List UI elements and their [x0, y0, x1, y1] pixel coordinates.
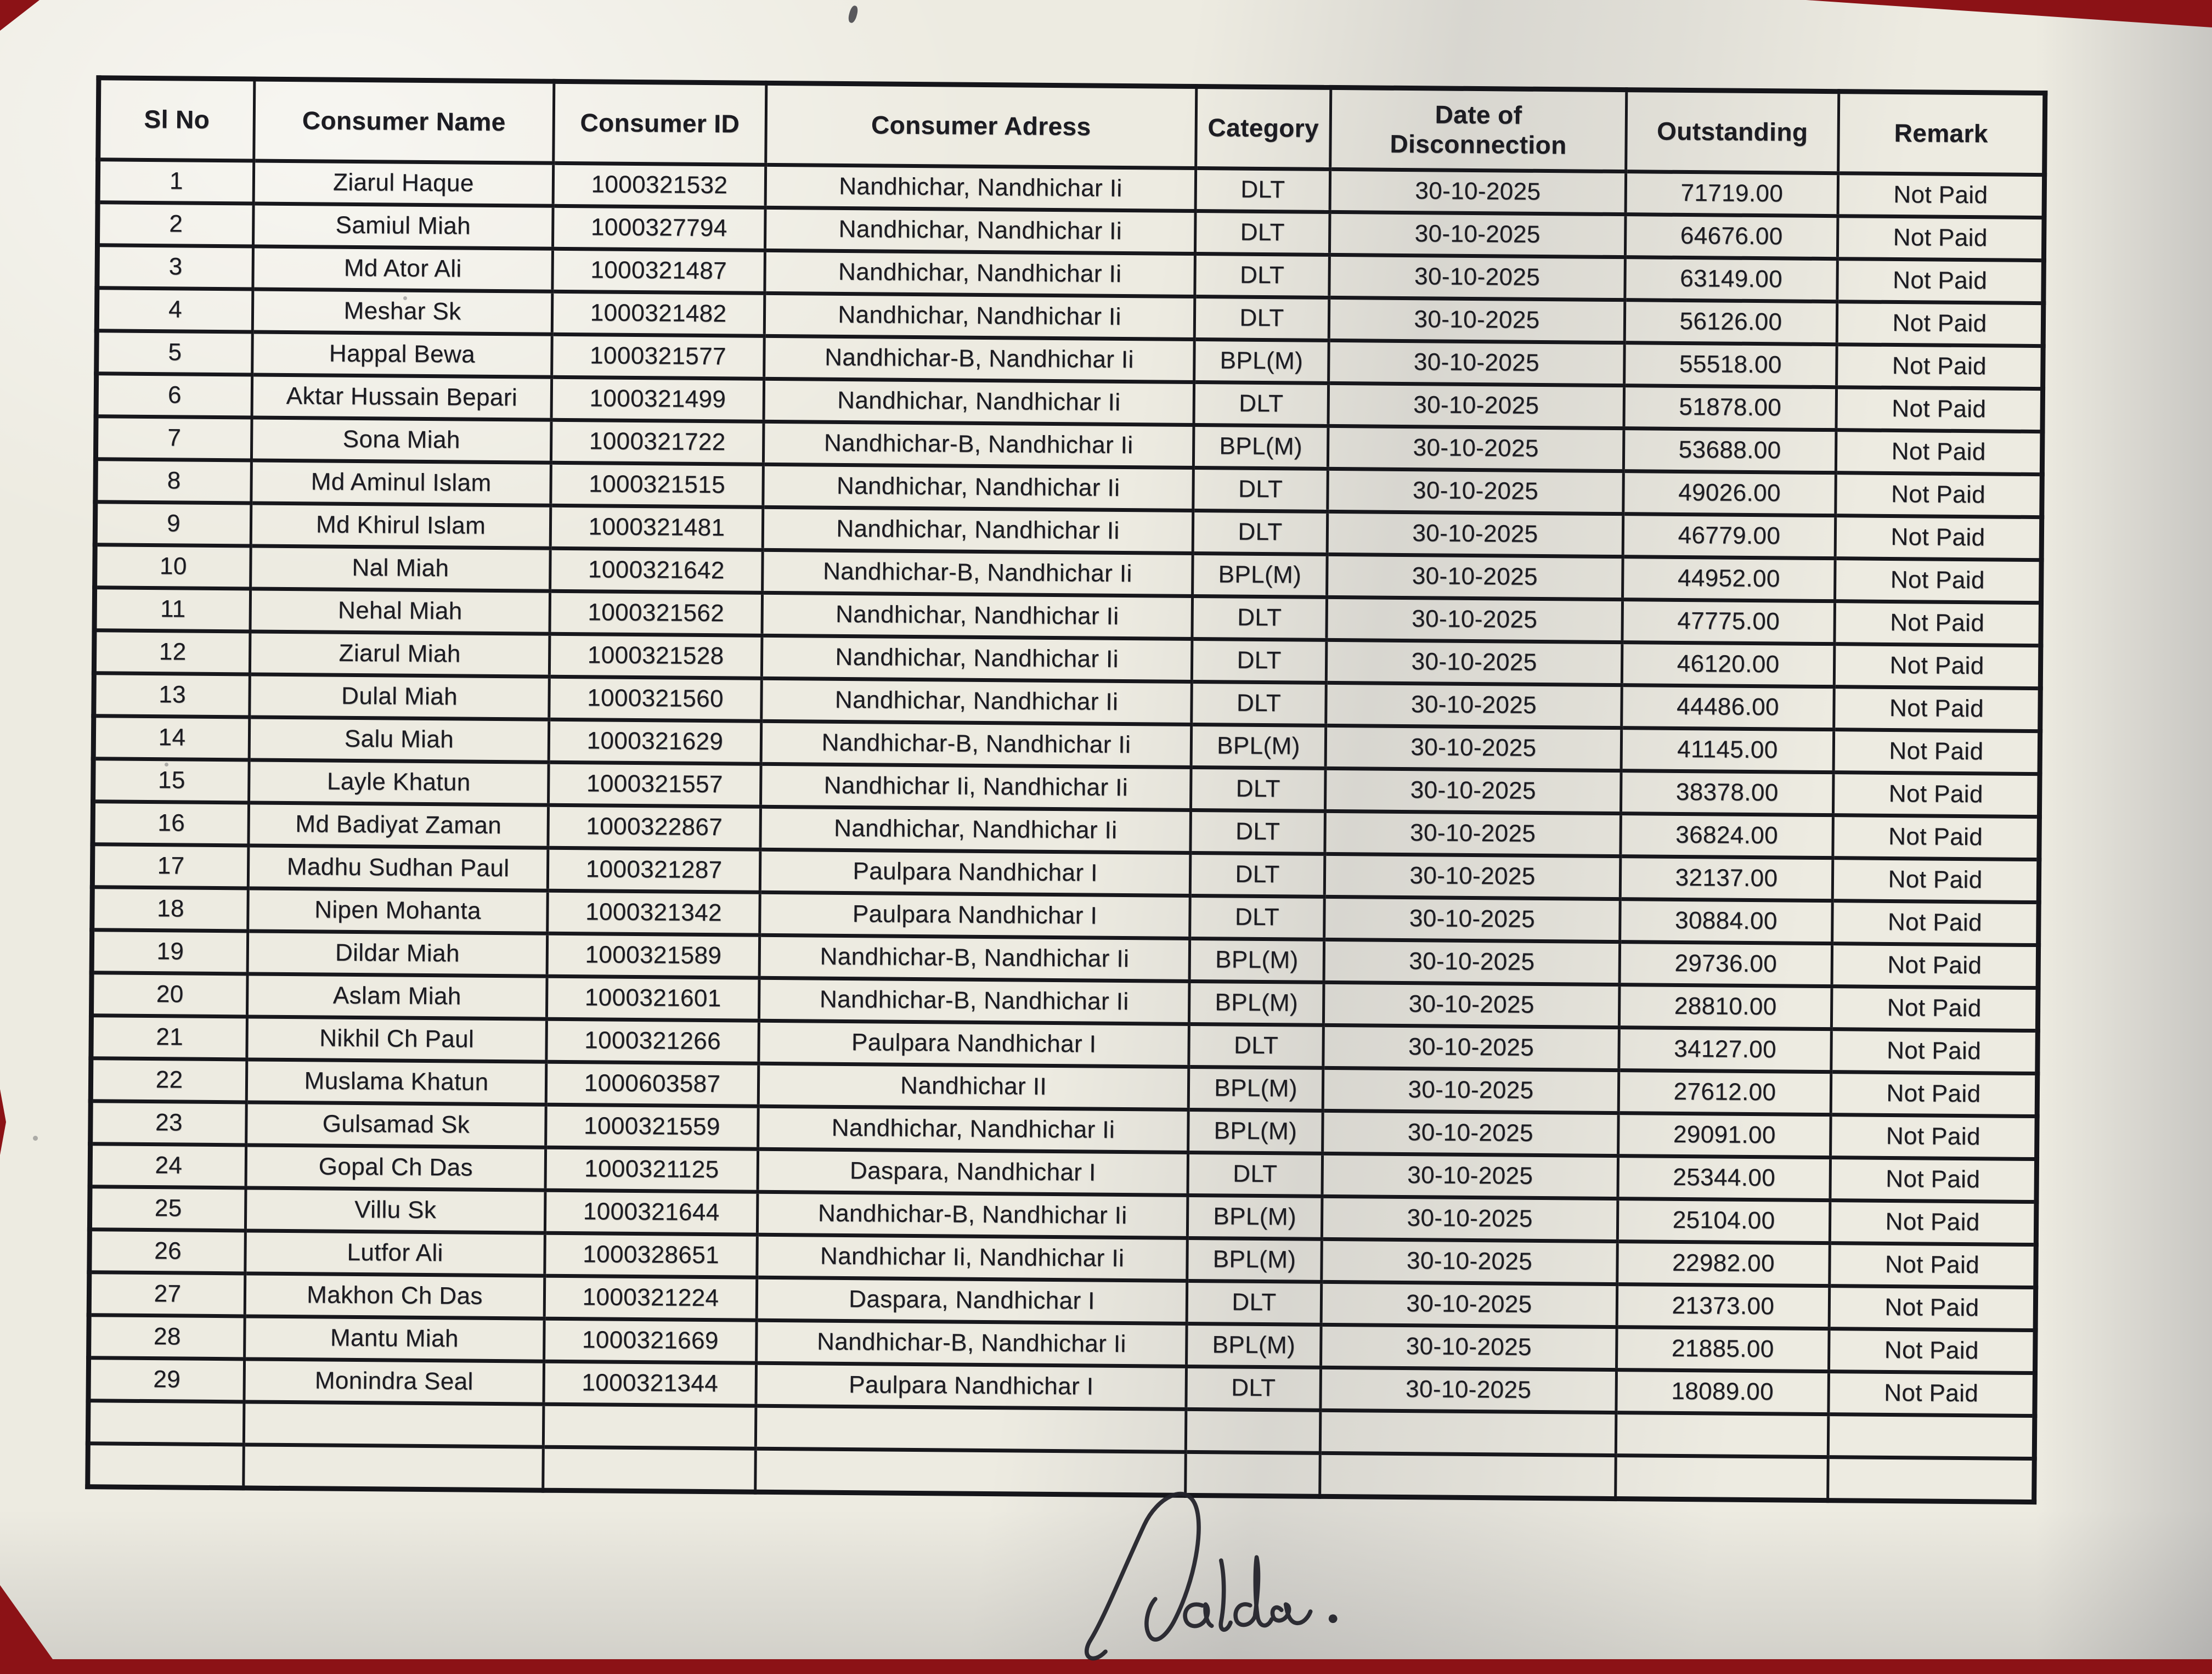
- cell-category: DLT: [1195, 168, 1330, 212]
- cell-outstanding: 49026.00: [1623, 471, 1836, 515]
- cell-date-of-disconnection: 30-10-2025: [1326, 640, 1622, 685]
- cell-outstanding: 29091.00: [1618, 1113, 1831, 1157]
- cell-category: DLT: [1195, 253, 1330, 297]
- cell-date-of-disconnection: 30-10-2025: [1325, 768, 1621, 813]
- cell-category: BPL(M): [1187, 1195, 1322, 1239]
- empty-cell: [1320, 1410, 1616, 1455]
- cell-consumer-id: 1000321482: [552, 291, 765, 336]
- cell-consumer-address: Nandhichar, Nandhichar Ii: [762, 593, 1193, 639]
- cell-date-of-disconnection: 30-10-2025: [1329, 340, 1625, 385]
- empty-cell: [1828, 1414, 2035, 1458]
- cell-outstanding: 36824.00: [1621, 813, 1833, 858]
- cell-sl-no: 13: [94, 673, 250, 717]
- cell-sl-no: 15: [93, 758, 250, 802]
- cell-consumer-id: 1000322867: [548, 805, 761, 849]
- cell-remark: Not Paid: [1829, 1286, 2036, 1330]
- cell-remark: Not Paid: [1834, 686, 2041, 731]
- cell-consumer-address: Paulpara Nandhichar I: [760, 849, 1190, 895]
- cell-consumer-name: Dulal Miah: [250, 674, 550, 719]
- empty-cell: [244, 1444, 544, 1490]
- cell-consumer-address: Nandhichar-B, Nandhichar Ii: [759, 978, 1189, 1024]
- cell-consumer-address: Nandhichar Ii, Nandhichar Ii: [757, 1235, 1188, 1281]
- cell-sl-no: 18: [92, 887, 249, 931]
- cell-consumer-name: Villu Sk: [245, 1187, 545, 1232]
- cell-consumer-address: Nandhichar-B, Nandhichar Ii: [763, 421, 1194, 467]
- cell-outstanding: 29736.00: [1620, 942, 1832, 986]
- cell-sl-no: 9: [95, 501, 251, 545]
- cell-remark: Not Paid: [1831, 986, 2038, 1030]
- empty-cell: [1616, 1412, 1829, 1457]
- cell-remark: Not Paid: [1837, 216, 2044, 260]
- cell-sl-no: 7: [95, 416, 252, 460]
- cell-outstanding: 25344.00: [1618, 1156, 1831, 1200]
- cell-outstanding: 71719.00: [1626, 171, 1838, 216]
- cell-outstanding: 53688.00: [1623, 428, 1836, 472]
- cell-sl-no: 17: [92, 844, 249, 888]
- empty-cell: [88, 1443, 244, 1487]
- cell-consumer-address: Nandhichar-B, Nandhichar Ii: [763, 550, 1193, 596]
- cell-consumer-address: Nandhichar, Nandhichar Ii: [764, 379, 1194, 425]
- cell-consumer-address: Nandhichar, Nandhichar Ii: [765, 250, 1195, 296]
- cell-sl-no: 14: [93, 715, 250, 759]
- cell-sl-no: 23: [91, 1101, 247, 1145]
- cell-consumer-id: 1000321125: [545, 1147, 758, 1192]
- column-header-consumer-id: Consumer ID: [554, 81, 766, 165]
- column-header-outstanding: Outstanding: [1626, 90, 1839, 173]
- cell-remark: Not Paid: [1836, 387, 2043, 431]
- cell-consumer-name: Nehal Miah: [250, 589, 550, 634]
- cell-outstanding: 25104.00: [1617, 1198, 1830, 1243]
- cell-category: DLT: [1194, 296, 1329, 340]
- cell-date-of-disconnection: 30-10-2025: [1323, 982, 1620, 1027]
- column-header-consumer-name: Consumer Name: [254, 79, 554, 163]
- cell-consumer-id: 1000321344: [544, 1361, 757, 1406]
- cell-sl-no: 22: [91, 1058, 247, 1102]
- cell-consumer-name: Lutfor Ali: [245, 1230, 545, 1275]
- cell-consumer-address: Paulpara Nandhichar I: [759, 1021, 1189, 1067]
- cell-outstanding: 46779.00: [1623, 514, 1836, 558]
- cell-sl-no: 8: [95, 459, 252, 503]
- cell-consumer-id: 1000321722: [551, 420, 764, 464]
- cell-remark: Not Paid: [1834, 644, 2041, 688]
- cell-consumer-address: Nandhichar Ii, Nandhichar Ii: [761, 764, 1192, 810]
- cell-remark: Not Paid: [1837, 344, 2044, 388]
- cell-consumer-address: Nandhichar, Nandhichar Ii: [761, 678, 1192, 724]
- cell-category: DLT: [1190, 767, 1325, 811]
- cell-consumer-name: Aslam Miah: [247, 973, 547, 1018]
- cell-outstanding: 22982.00: [1617, 1241, 1830, 1286]
- cell-remark: Not Paid: [1832, 858, 2039, 902]
- cell-consumer-name: Gopal Ch Das: [246, 1145, 546, 1190]
- cell-consumer-id: 1000321577: [552, 334, 765, 379]
- cell-category: DLT: [1190, 895, 1325, 939]
- cell-consumer-address: Nandhichar, Nandhichar Ii: [764, 293, 1195, 339]
- cell-sl-no: 25: [89, 1186, 246, 1230]
- cell-consumer-address: Paulpara Nandhichar I: [756, 1363, 1187, 1409]
- cell-date-of-disconnection: 30-10-2025: [1324, 939, 1620, 984]
- cell-date-of-disconnection: 30-10-2025: [1328, 383, 1624, 428]
- cell-consumer-id: 1000321342: [548, 890, 760, 935]
- cell-consumer-id: 1000321560: [549, 677, 762, 721]
- cell-consumer-address: Nandhichar, Nandhichar Ii: [765, 165, 1196, 211]
- cell-category: BPL(M): [1187, 1323, 1322, 1367]
- cell-date-of-disconnection: 30-10-2025: [1325, 811, 1621, 856]
- table-header: [98, 78, 2045, 174]
- cell-date-of-disconnection: 30-10-2025: [1324, 897, 1621, 942]
- cell-outstanding: 34127.00: [1619, 1027, 1832, 1072]
- cell-category: DLT: [1189, 1024, 1324, 1068]
- cell-outstanding: 64676.00: [1625, 214, 1838, 258]
- cell-category: DLT: [1190, 853, 1325, 897]
- cell-date-of-disconnection: 30-10-2025: [1323, 1025, 1620, 1070]
- dust-speck: [33, 1136, 38, 1141]
- cell-consumer-name: Md Ator Ali: [253, 246, 553, 291]
- cell-category: DLT: [1195, 211, 1330, 255]
- cell-remark: Not Paid: [1832, 900, 2039, 945]
- cell-date-of-disconnection: 30-10-2025: [1328, 469, 1624, 514]
- empty-cell: [1828, 1457, 2035, 1502]
- handwritten-signature-icon: [1059, 1467, 1393, 1665]
- cell-consumer-name: Samiul Miah: [253, 204, 554, 249]
- cell-remark: Not Paid: [1837, 258, 2044, 303]
- cell-remark: Not Paid: [1829, 1371, 2035, 1416]
- cell-consumer-address: Nandhichar, Nandhichar Ii: [760, 807, 1191, 853]
- cell-consumer-id: 1000327794: [552, 206, 765, 250]
- cell-sl-no: 19: [92, 929, 248, 973]
- cell-consumer-id: 1000321224: [544, 1276, 757, 1320]
- cell-outstanding: 32137.00: [1620, 856, 1833, 900]
- cell-sl-no: 11: [94, 587, 251, 631]
- cell-category: DLT: [1192, 681, 1327, 725]
- cell-consumer-name: Monindra Seal: [244, 1359, 544, 1404]
- disconnection-table: [85, 75, 2047, 1504]
- cell-remark: Not Paid: [1836, 472, 2042, 517]
- cell-remark: Not Paid: [1836, 430, 2042, 474]
- cell-consumer-name: Madhu Sudhan Paul: [248, 845, 548, 890]
- cell-remark: Not Paid: [1831, 1029, 2038, 1073]
- cell-remark: Not Paid: [1833, 815, 2040, 859]
- cell-consumer-id: 1000321559: [546, 1104, 759, 1149]
- cell-remark: Not Paid: [1835, 515, 2042, 560]
- cell-remark: Not Paid: [1835, 558, 2042, 602]
- cell-remark: Not Paid: [1830, 1200, 2036, 1244]
- cell-category: DLT: [1193, 467, 1328, 511]
- cell-outstanding: 63149.00: [1625, 257, 1838, 301]
- cell-consumer-name: Aktar Hussain Bepari: [252, 375, 552, 420]
- cell-consumer-name: Md Aminul Islam: [251, 460, 551, 505]
- cell-consumer-id: 1000321515: [551, 463, 764, 507]
- column-header-date-of-disconnection: Date of Disconnection: [1330, 87, 1627, 171]
- cell-consumer-name: Md Khirul Islam: [251, 503, 551, 548]
- cell-outstanding: 21373.00: [1617, 1284, 1830, 1328]
- cell-category: DLT: [1188, 1152, 1323, 1196]
- cell-consumer-name: Dildar Miah: [247, 931, 548, 976]
- cell-remark: Not Paid: [1831, 1072, 2038, 1116]
- cell-date-of-disconnection: 30-10-2025: [1322, 1153, 1618, 1198]
- dust-speck: [165, 763, 168, 766]
- cell-sl-no: 1: [98, 159, 254, 203]
- cell-remark: Not Paid: [1830, 1243, 2036, 1287]
- cell-outstanding: 21885.00: [1617, 1327, 1830, 1371]
- cell-consumer-name: Happal Bewa: [252, 332, 552, 377]
- cell-outstanding: 28810.00: [1619, 984, 1832, 1029]
- cell-remark: Not Paid: [1830, 1157, 2037, 1202]
- cell-consumer-id: 1000321266: [546, 1019, 759, 1063]
- cell-consumer-address: Nandhichar, Nandhichar Ii: [761, 635, 1192, 681]
- table-body: [88, 159, 2045, 1502]
- cell-consumer-name: Muslama Khatun: [246, 1059, 546, 1104]
- cell-consumer-address: Nandhichar-B, Nandhichar Ii: [761, 721, 1192, 767]
- cell-outstanding: 18089.00: [1616, 1369, 1829, 1414]
- cell-consumer-name: Nikhil Ch Paul: [247, 1016, 547, 1061]
- cell-category: DLT: [1192, 639, 1327, 683]
- cell-sl-no: 29: [88, 1357, 245, 1401]
- column-header-category: Category: [1196, 86, 1331, 168]
- cell-remark: Not Paid: [1833, 772, 2040, 816]
- cell-category: BPL(M): [1194, 339, 1329, 383]
- cell-sl-no: 21: [91, 1015, 247, 1059]
- column-header-sl-no: Sl No: [98, 78, 255, 161]
- cell-outstanding: 46120.00: [1622, 642, 1835, 686]
- cell-consumer-name: Layle Khatun: [249, 759, 549, 804]
- cell-date-of-disconnection: 30-10-2025: [1321, 1324, 1617, 1369]
- cell-sl-no: 24: [90, 1143, 246, 1187]
- cell-consumer-name: Mantu Miah: [245, 1316, 545, 1361]
- empty-cell: [1616, 1455, 1829, 1500]
- cell-consumer-id: 1000321499: [551, 377, 764, 421]
- cell-remark: Not Paid: [1832, 943, 2039, 988]
- cell-sl-no: 16: [93, 801, 249, 845]
- cell-consumer-id: 1000321487: [552, 249, 765, 293]
- cell-outstanding: 44486.00: [1622, 685, 1835, 729]
- cell-date-of-disconnection: 30-10-2025: [1321, 1282, 1617, 1327]
- cell-consumer-name: Meshar Sk: [252, 289, 552, 334]
- cell-consumer-id: 1000321629: [549, 719, 761, 764]
- cell-remark: Not Paid: [1831, 1114, 2038, 1159]
- cell-consumer-id: 1000321528: [549, 634, 762, 678]
- cell-consumer-id: 1000321562: [550, 591, 763, 635]
- cell-consumer-address: Daspara, Nandhichar I: [758, 1149, 1188, 1195]
- cell-date-of-disconnection: 30-10-2025: [1321, 1367, 1617, 1412]
- cell-sl-no: 2: [98, 202, 254, 246]
- cell-consumer-name: Md Badiyat Zaman: [249, 802, 549, 847]
- empty-cell: [88, 1400, 244, 1444]
- dust-speck: [403, 296, 407, 300]
- empty-cell: [1186, 1409, 1321, 1453]
- cell-date-of-disconnection: 30-10-2025: [1323, 1068, 1619, 1113]
- empty-cell: [543, 1404, 756, 1448]
- cell-category: DLT: [1192, 596, 1327, 640]
- cell-date-of-disconnection: 30-10-2025: [1329, 297, 1625, 342]
- empty-cell: [543, 1447, 756, 1492]
- cell-consumer-address: Nandhichar, Nandhichar Ii: [758, 1106, 1189, 1152]
- cell-outstanding: 41145.00: [1621, 728, 1834, 772]
- cell-date-of-disconnection: 30-10-2025: [1322, 1196, 1618, 1241]
- cell-consumer-address: Nandhichar-B, Nandhichar Ii: [764, 336, 1195, 382]
- cell-sl-no: 12: [94, 630, 250, 674]
- cell-category: BPL(M): [1191, 724, 1326, 768]
- cell-outstanding: 30884.00: [1620, 899, 1833, 943]
- cell-outstanding: 27612.00: [1618, 1070, 1831, 1114]
- cell-outstanding: 56126.00: [1624, 300, 1837, 344]
- cell-consumer-id: 1000603587: [546, 1062, 759, 1106]
- cell-consumer-address: Daspara, Nandhichar I: [757, 1277, 1187, 1323]
- cell-consumer-id: 1000321601: [546, 976, 759, 1021]
- cell-remark: Not Paid: [1837, 301, 2044, 346]
- cell-sl-no: 4: [97, 288, 253, 331]
- cell-sl-no: 5: [97, 330, 253, 374]
- cell-remark: Not Paid: [1838, 173, 2045, 217]
- cell-consumer-name: Nal Miah: [251, 546, 551, 591]
- cell-sl-no: 3: [97, 245, 253, 289]
- cell-consumer-id: 1000321557: [549, 762, 761, 807]
- cell-sl-no: 20: [91, 972, 247, 1016]
- cell-consumer-address: Nandhichar-B, Nandhichar Ii: [757, 1320, 1187, 1366]
- cell-consumer-name: Sona Miah: [251, 418, 551, 463]
- cell-outstanding: 44952.00: [1623, 556, 1836, 601]
- cell-consumer-address: Nandhichar II: [758, 1063, 1189, 1109]
- cell-category: DLT: [1190, 810, 1325, 854]
- cell-consumer-name: Gulsamad Sk: [246, 1102, 546, 1147]
- cell-date-of-disconnection: 30-10-2025: [1323, 1111, 1619, 1156]
- cell-category: BPL(M): [1193, 425, 1328, 469]
- table-header-row: [98, 78, 2045, 174]
- cell-consumer-id: 1000321644: [545, 1190, 758, 1235]
- cell-date-of-disconnection: 30-10-2025: [1322, 1239, 1618, 1284]
- cell-category: BPL(M): [1189, 938, 1324, 982]
- cell-date-of-disconnection: 30-10-2025: [1330, 169, 1626, 214]
- cell-consumer-name: Salu Miah: [249, 717, 549, 762]
- cell-category: BPL(M): [1189, 981, 1324, 1025]
- cell-date-of-disconnection: 30-10-2025: [1328, 426, 1624, 471]
- cell-date-of-disconnection: 30-10-2025: [1327, 597, 1623, 642]
- cell-consumer-id: 1000321287: [548, 848, 760, 892]
- cell-sl-no: 28: [89, 1315, 245, 1359]
- cell-category: BPL(M): [1188, 1067, 1323, 1111]
- cell-sl-no: 10: [95, 544, 251, 588]
- cell-remark: Not Paid: [1833, 729, 2040, 774]
- cell-date-of-disconnection: 30-10-2025: [1325, 725, 1622, 770]
- cell-date-of-disconnection: 30-10-2025: [1324, 854, 1621, 899]
- empty-cell: [755, 1406, 1186, 1452]
- cell-consumer-address: Nandhichar, Nandhichar Ii: [763, 507, 1193, 553]
- cell-category: DLT: [1193, 510, 1328, 554]
- cell-date-of-disconnection: 30-10-2025: [1327, 511, 1623, 556]
- cell-category: BPL(M): [1188, 1109, 1323, 1153]
- cell-outstanding: 51878.00: [1624, 385, 1837, 430]
- column-header-remark: Remark: [1838, 92, 2045, 174]
- cell-remark: Not Paid: [1835, 601, 2041, 645]
- cell-outstanding: 47775.00: [1622, 599, 1835, 644]
- cell-consumer-name: Ziarul Miah: [250, 632, 550, 677]
- empty-cell: [244, 1401, 544, 1446]
- cell-date-of-disconnection: 30-10-2025: [1329, 255, 1626, 300]
- cell-category: BPL(M): [1187, 1238, 1322, 1282]
- column-header-consumer-adress: Consumer Adress: [766, 83, 1197, 168]
- cell-consumer-id: 1000321669: [544, 1318, 757, 1363]
- cell-outstanding: 38378.00: [1621, 770, 1833, 815]
- cell-consumer-name: Nipen Mohanta: [248, 888, 548, 933]
- cell-consumer-id: 1000321642: [550, 548, 763, 593]
- cell-category: BPL(M): [1193, 553, 1328, 597]
- cell-consumer-name: Ziarul Haque: [253, 161, 554, 206]
- cell-category: DLT: [1194, 382, 1329, 426]
- cell-sl-no: 26: [89, 1229, 246, 1273]
- cell-category: DLT: [1187, 1281, 1322, 1324]
- cell-consumer-id: 1000321532: [553, 163, 766, 207]
- cell-consumer-id: 1000328651: [545, 1233, 758, 1277]
- cell-consumer-id: 1000321589: [547, 933, 760, 978]
- cell-consumer-address: Nandhichar-B, Nandhichar Ii: [757, 1192, 1188, 1238]
- cell-date-of-disconnection: 30-10-2025: [1329, 212, 1626, 257]
- cell-outstanding: 55518.00: [1624, 342, 1837, 387]
- cell-remark: Not Paid: [1829, 1328, 2035, 1373]
- cell-sl-no: 27: [89, 1272, 245, 1316]
- cell-consumer-name: Makhon Ch Das: [245, 1273, 545, 1318]
- cell-date-of-disconnection: 30-10-2025: [1326, 683, 1622, 728]
- cell-consumer-address: Nandhichar-B, Nandhichar Ii: [759, 935, 1190, 981]
- cell-consumer-address: Nandhichar, Nandhichar Ii: [763, 464, 1194, 510]
- cell-date-of-disconnection: 30-10-2025: [1327, 554, 1623, 599]
- cell-sl-no: 6: [96, 373, 252, 417]
- cell-consumer-address: Nandhichar, Nandhichar Ii: [765, 207, 1195, 253]
- cell-category: DLT: [1186, 1366, 1321, 1410]
- cell-consumer-address: Paulpara Nandhichar I: [760, 892, 1190, 938]
- cell-consumer-id: 1000321481: [550, 505, 763, 550]
